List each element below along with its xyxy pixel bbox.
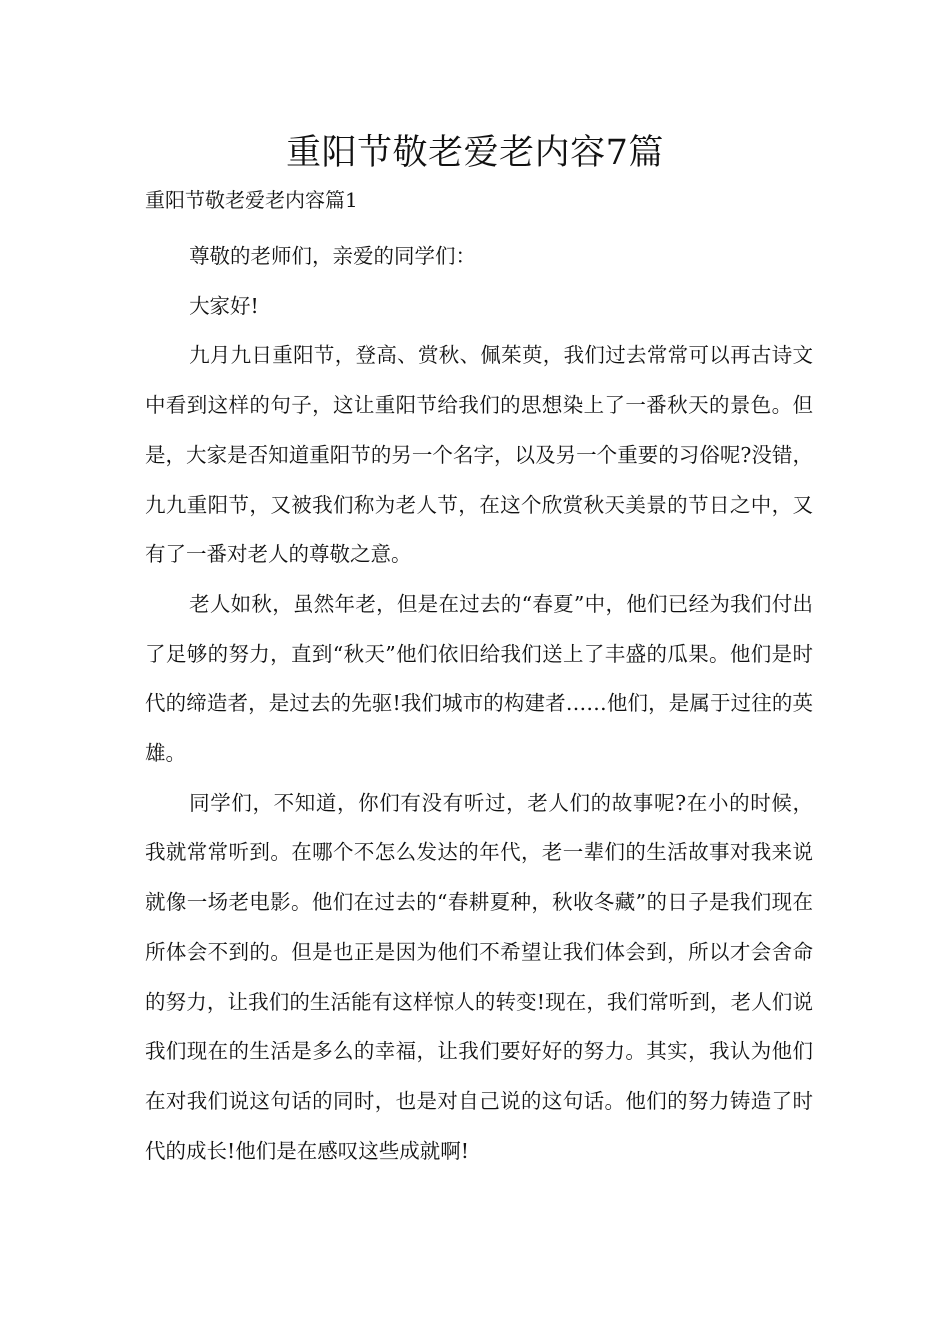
document-body xyxy=(145,232,813,1176)
paragraph-salutation: 尊敬的老师们，亲爱的同学们： xyxy=(189,244,477,268)
section-heading: 重阳节敬老爱老内容篇1 xyxy=(145,188,358,212)
document-title: 重阳节敬老爱老内容7篇 xyxy=(286,133,664,173)
paragraph-elders-autumn: 老人如秋，虽然年老，但是在过去的“春夏”中，他们已经为我们付出了足够的努力，直到“秋天”他们依旧给我们送上了丰盛的瓜果。他们是时代的缔造者，是过去的先驱!我们城市的构建者……他们，是属于过往的英雄。 xyxy=(145,591,813,766)
paragraph-elders-stories: 同学们，不知道，你们有没有听过，老人们的故事呢?在小的时候，我就常常听到。在哪个不怎么发达的年代，老一辈们的生活故事对我来说就像一场老电影。他们在过去的“春耕夏种，秋收冬藏”的日子是我们现在所体会不到的。但是也正是因为他们不希望让我们体会到，所以才会舍命的努力，让我们的生活能有这样惊人的转变!现在，我们常听到，老人们说我们现在的生活是多么的幸福，让我们要好好的努力。其实，我认为他们在对我们说这句话的同时，也是对自己说的这句话。他们的努力铸造了时代的成长!他们是在感叹这些成就啊! xyxy=(145,790,813,1163)
paragraph-greeting: 大家好! xyxy=(189,293,259,318)
paragraph-double-ninth: 九月九日重阳节，登高、赏秋、佩茱萸，我们过去常常可以再古诗文中看到这样的句子，这让重阳节给我们的思想染上了一番秋天的景色。但是，大家是否知道重阳节的另一个名字，以及另一个重要的习俗呢?没错，九九重阳节，又被我们称为老人节，在这个欣赏秋天美景的节日之中，又有了一番对老人的尊敬之意。 xyxy=(145,343,813,567)
